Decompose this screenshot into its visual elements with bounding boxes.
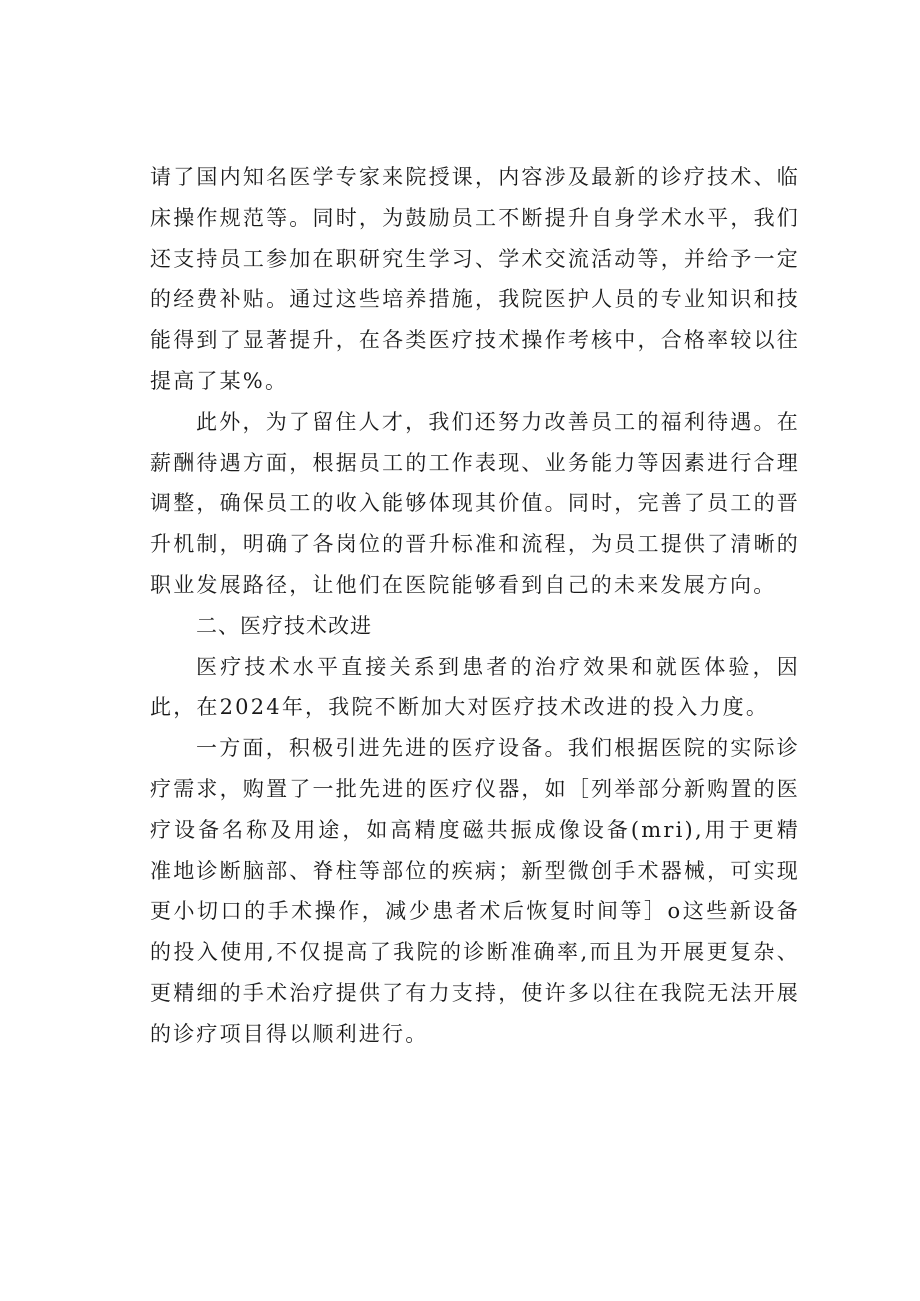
document-body (150, 157, 800, 1055)
paragraph-benefits: 此外，为了留住人才，我们还努力改善员工的福利待遇。在薪酬待遇方面，根据员工的工作表现、业务能力等因素进行合理调整，确保员工的收入能够体现其价值。同时，完善了员工的晋升机制，明确了各岗位的晋升标准和流程，为员工提供了清晰的职业发展路径，让他们在医院能够看到自己的未来发展方向。 (150, 409, 800, 597)
paragraph-technology-intro: 医疗技术水平直接关系到患者的治疗效果和就医体验，因此，在2024年，我院不断加大对医疗技术改进的投入力度。 (150, 654, 800, 720)
paragraph-training-continuation: 请了国内知名医学专家来院授课，内容涉及最新的诊疗技术、临床操作规范等。同时，为鼓励员工不断提升自身学术水平，我们还支持员工参加在职研究生学习、学术交流活动等，并给予一定的经费补贴。通过这些培养措施，我院医护人员的专业知识和技能得到了显著提升，在各类医疗技术操作考核中，合格率较以往提高了某%。 (150, 165, 800, 393)
section-heading-medical-technology: 二、医疗技术改进 (196, 613, 372, 638)
paragraph-equipment: 一方面，积极引进先进的医疗设备。我们根据医院的实际诊疗需求，购置了一批先进的医疗仪器，如［列举部分新购置的医疗设备名称及用途，如高精度磁共振成像设备(mri),用于更精准地诊断脑部、脊柱等部位的疾病；新型微创手术器械，可实现更小切口的手术操作，减少患者术后恢复时间等］o这些新设备的投入使用,不仅提高了我院的诊断准确率,而且为开展更复杂、更精细的手术治疗提供了有力支持，使许多以往在我院无法开展的诊疗项目得以顺利进行。 (150, 736, 800, 1046)
